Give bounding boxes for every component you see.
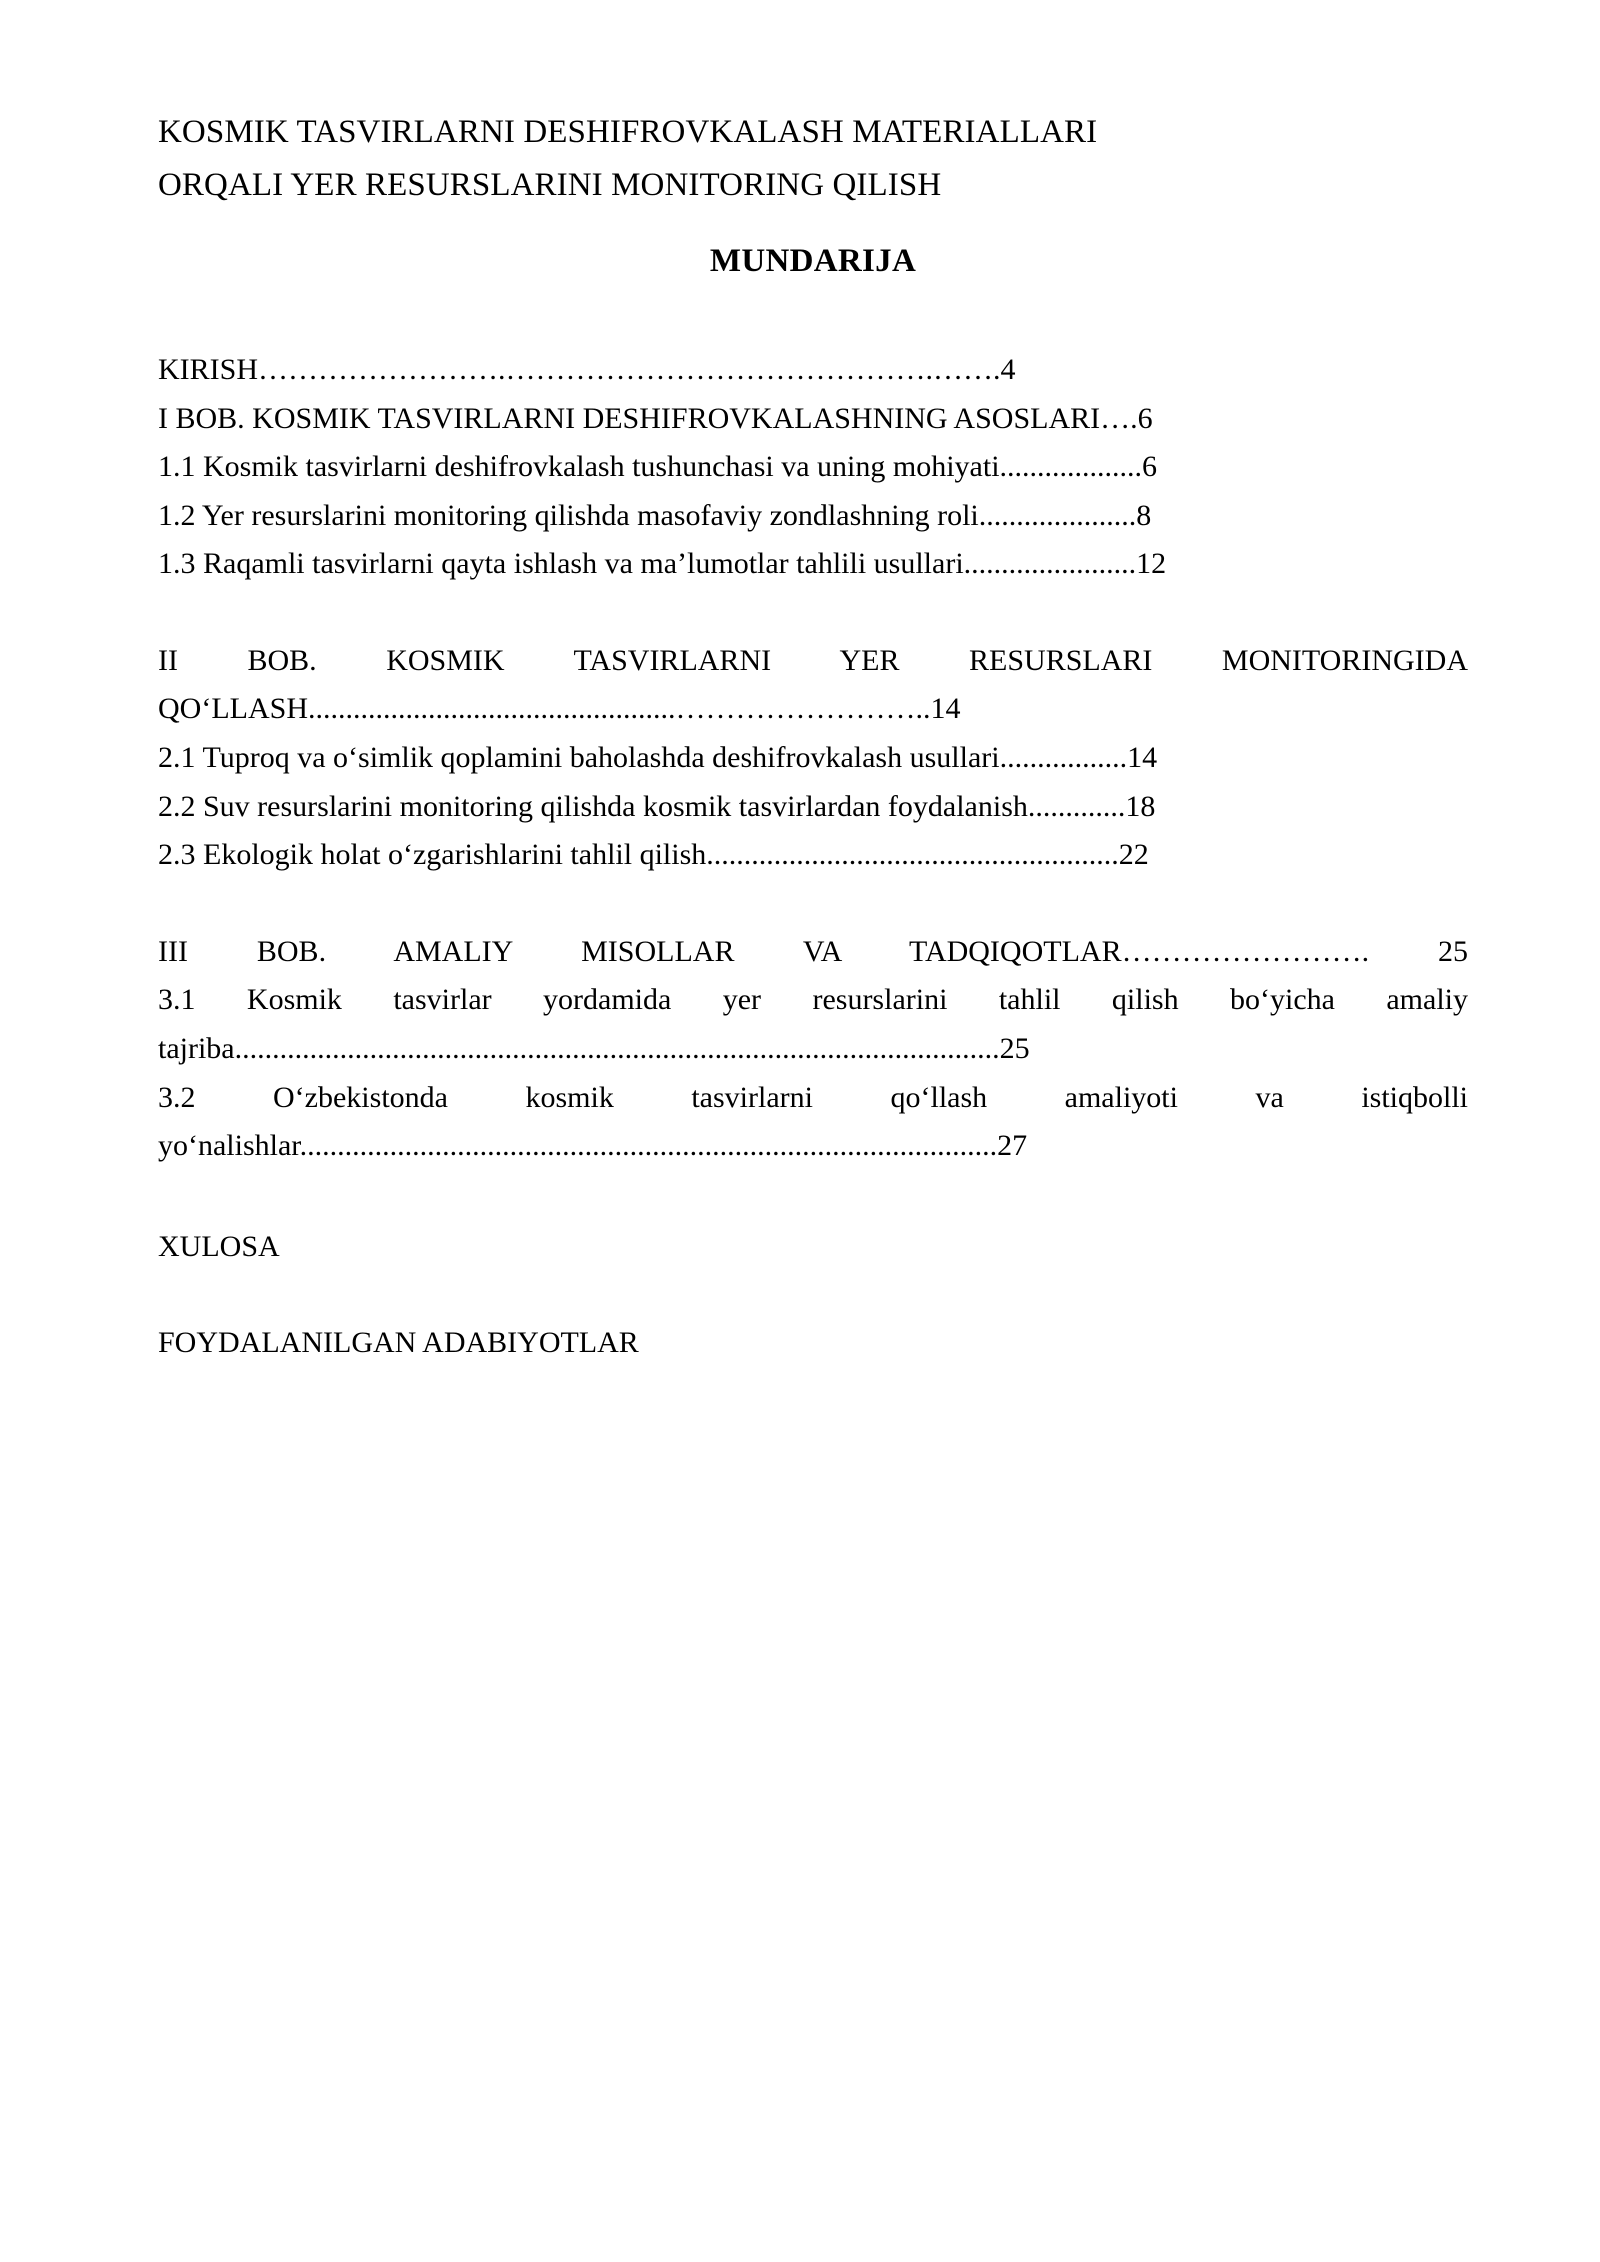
toc-entry-chapter-3-heading: III BOB. AMALIY MISOLLAR VA TADQIQOTLAR……………………. 25 [158, 934, 1468, 968]
toc-entry-2-2: 2.2 Suv resurslarini monitoring qilishda kosmik tasvirlardan foydalanish.............18 [158, 789, 1156, 823]
toc-entry-1-3: 1.3 Raqamli tasvirlarni qayta ishlash va ma’lumotlar tahlili usullari.......................12 [158, 547, 1167, 581]
back-matter [158, 1223, 1468, 1368]
contents-heading: MUNDARIJA [709, 242, 917, 279]
toc-entry-xulosa: XULOSA [158, 1229, 280, 1263]
toc-entry-kirish: KIRISH…………………….…………………………………….…….4 [158, 352, 1016, 386]
document-title-line-2: ORQALI YER RESURSLARINI MONITORING QILISH [158, 167, 942, 204]
toc-entry-chapter-1-heading: I BOB. KOSMIK TASVIRLARNI DESHIFROVKALASHNING ASOSLARI….6 [158, 401, 1153, 435]
section-spacer-2 [158, 880, 1468, 928]
toc-entry-chapter-2-heading-line-2: QO‘LLASH.................................................……………………..14 [158, 692, 961, 726]
toc-entry-3-2-line-2: yo‘nalishlar.............................................................................................27 [158, 1129, 1028, 1163]
toc-entry-chapter-2-heading-line-1: II BOB. KOSMIK TASVIRLARNI YER RESURSLARI MONITORINGIDA [158, 643, 1468, 677]
toc-entry-2-3: 2.3 Ekologik holat o‘zgarishlarini tahlil qilish.......................................................22 [158, 838, 1149, 872]
section-spacer-1 [158, 589, 1468, 637]
toc-entry-3-2-line-1: 3.2 O‘zbekistonda kosmik tasvirlarni qo‘llash amaliyoti va istiqbolli [158, 1080, 1468, 1114]
back-matter-spacer [158, 1271, 1468, 1319]
table-of-contents [158, 346, 1468, 1171]
document-title [158, 96, 1468, 213]
toc-entry-references: FOYDALANILGAN ADABIYOTLAR [158, 1326, 639, 1360]
toc-entry-1-2: 1.2 Yer resurslarini monitoring qilishda masofaviy zondlashning roli.....................8 [158, 498, 1152, 532]
document-title-line-1: KOSMIK TASVIRLARNI DESHIFROVKALASH MATERIALLARI [158, 114, 1098, 150]
toc-entry-3-1-line-1: 3.1 Kosmik tasvirlar yordamida yer resurslarini tahlil qilish bo‘yicha amaliy [158, 983, 1468, 1017]
toc-entry-2-1: 2.1 Tuproq va o‘simlik qoplamini baholashda deshifrovkalash usullari.................14 [158, 741, 1158, 775]
toc-entry-3-1-line-2: tajriba......................................................................................................25 [158, 1032, 1030, 1066]
toc-entry-1-1: 1.1 Kosmik tasvirlarni deshifrovkalash tushunchasi va uning mohiyati...................6 [158, 450, 1158, 484]
